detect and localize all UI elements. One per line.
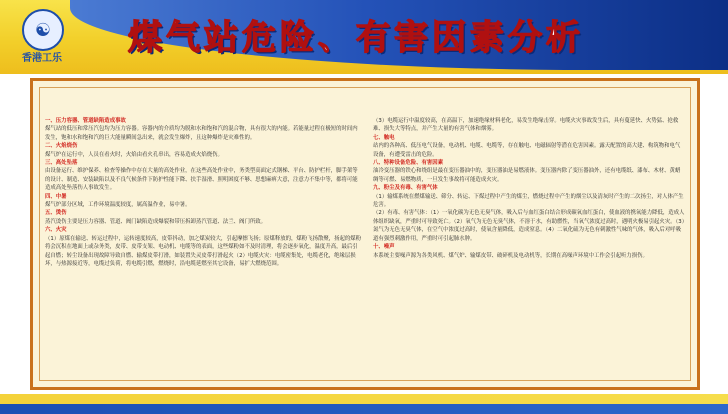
company-logo [12,5,72,63]
footer-blue-band [0,404,728,414]
section-body: （1）输煤系统在燃煤输送、筛分、转运、下煤过程中产生的煤尘，燃烧过程中产生的烟尘以及清灰时产生的二次扬尘，对人体产生危害。 [373,193,684,209]
page-title: 煤气站危险、有害因素分析 [128,18,584,58]
section-heading: 四、中暑 [45,193,67,200]
section-body: 煤气站的低压和常压汽包均为压力容器。容器内的介质均为脱和水和饱和汽的混合物，具有很大的内能。若能量过程在极短的时间内发生，饱和水和饱和汽的巨大能量瞬间急出来，就会发生爆炸，且这种爆炸是灾难性的。 [45,126,358,141]
section-heading: 十、噪声 [373,244,395,251]
left-column [45,117,363,268]
section-heading: 三、高处坠落 [45,160,78,167]
section-body: （1）原煤在输送、转运过程中，运转速度较高，皮带抖动，加之煤炭较大，引起摩擦飞扬；原煤释放的，煤粉飞扬散聚，扬起的煤粉将会沉积在地面上或杂务类，皮带、皮带支架、电动机、电缆等的表面，这些煤粉如不及时清理，将会逐步氧化，温度升高，最后引起自燃；转尘设备出现故障导致自燃、输煤皮带打滑，如装置失灵皮带打滑起火（2）电缆火灾：电缆密集处，电缆老化，绝缘层损坏，与热源接近等，电缆过负荷，将电缆引燃，燃烧时，沿电缆延燃至其它设备，易扩大燃烧范围。 [45,235,362,267]
content-panel [30,78,700,390]
section-body: （2）有毒、有害气体：（1）一氧化碳为无色无臭气体，吸入后与血红蛋白结合形成碳氧血红蛋白，使血液的携氧能力降低，造成人体组织缺氧，严重时可导致死亡。（2）氧气为无色无臭气体，不溶于水，有助燃性，当氧气浓度过高时，遇明火极易引起火灾。（3）氮气为无色无臭气体，在空气中浓度过高时，使氧含量降低，造成窒息。（4）二氧化硫为无色有刺激性气味的气体，吸入后对呼吸道有强烈刺激作用，严重时可引起肺水肿。 [373,210,685,242]
section-heading: 七、触电 [373,134,395,141]
section-body: 本系统主要噪声源为各类风机、煤气炉、输煤皮带、破碎机及电动机等，长期在高噪声环境中工作会引起听力损伤。 [373,252,648,259]
section-heading: 五、烫伤 [45,210,67,217]
section-body: 煤气炉在运行中，人员在看火时，火焰由看火孔串出，容易造成火焰烧伤。 [45,151,223,158]
section-heading: 九、粉尘及有毒、有害气体 [373,185,438,192]
section-heading: 六、火灾 [45,227,67,234]
section-heading: 一、压力容器、管道缺陷造成事故 [45,118,126,124]
section-body: 油冷变压器的铁心和绕组是最在变压器油中的，变压器油是易燃液体。变压器内除了变压器油外，还有电缆纸、漆布、木材、黄蜡绸等可燃、易燃物质，一旦发生事故将可能造成火灾。 [373,168,681,183]
section-heading: 八、特种设备危险、有害因素 [373,160,444,167]
logo-text: 香港工乐 [22,53,62,64]
section-heading: 二、火焰烧伤 [45,143,78,150]
section-body: 由设备运行、维护保养、检查等操作中存在大量的高处作业，在这些高处作业中，务类型高面定式钢梯、平台、防护栏杆，脚手架等的设计、制造、安装缺陷以及不良气候条件下防护性能下降、扶手湿滑、照明困度不够、思想麻痹大意，注意力不集中等，都将可能造成高处坠落伤人事故发生。 [45,168,358,192]
section-body: 煤气炉部分区域，工作环境温度较度，属高温作业，易中暑。 [45,202,191,209]
section-body: （3）电缆运行中温度较高，在高温下，加速绝缘材料老化，易发生绝缘击穿。电缆火灾事故发生后，具有蔓延快、火势猛、抢救难、损失大等特点，并产生大量的有害气体和烟雾。 [373,118,679,133]
right-column [373,117,685,260]
section-body: 蒸汽烫伤主要是压力容器、管道、阀门缺陷造成爆裂和带压拆卸蒸汽管道、法兰、阀门所致。 [45,218,267,225]
logo-emblem-icon: ☯ [22,9,64,51]
section-body: 站内的各种高、低压电气设备，电动机、电缆、电缆等，存在触电、电磁辐射等潜在危害因素。露天配置的高大建、构筑物和电气设备，有遭受雷击的危险。 [373,143,681,158]
